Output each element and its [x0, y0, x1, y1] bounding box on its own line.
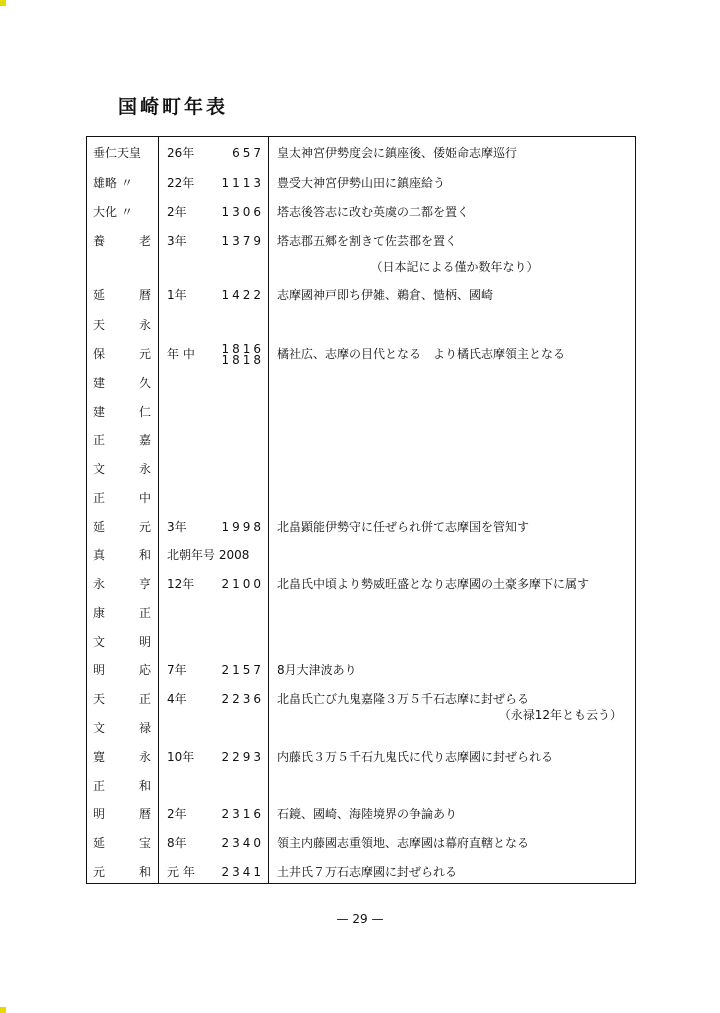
page-title: 国崎町年表 — [118, 96, 229, 118]
registration-mark — [0, 0, 6, 6]
era-year — [167, 313, 207, 337]
era-char: 明 — [93, 807, 106, 821]
event-text — [277, 457, 632, 481]
chronology-table — [86, 136, 636, 884]
era-year — [167, 400, 207, 424]
kouki-year: 1113 — [221, 176, 264, 190]
event-text — [277, 774, 632, 798]
era-name — [93, 428, 151, 452]
table-row — [87, 658, 635, 682]
event-text — [277, 371, 632, 395]
kouki-year — [209, 601, 264, 625]
era-name — [93, 515, 151, 539]
event-text — [277, 543, 632, 567]
era-name — [93, 313, 151, 337]
era-char: 正 — [139, 606, 152, 620]
kouki-year — [209, 774, 264, 798]
table-row — [87, 400, 635, 424]
era-char: 元 — [139, 520, 152, 534]
event-text: 石鏡、國崎、海陸境界の争論あり — [277, 807, 458, 821]
era-char: 延 — [93, 836, 106, 850]
table-row — [87, 486, 635, 510]
kouki-year — [209, 400, 264, 424]
kouki-year: 1306 — [221, 205, 264, 219]
kouki-year: 2100 — [221, 577, 264, 591]
table-row — [87, 860, 635, 884]
event-text — [277, 630, 632, 654]
era-char: 康 — [93, 606, 106, 620]
era-char: 和 — [139, 779, 152, 793]
kouki-year: 2157 — [221, 663, 264, 677]
kouki-year — [209, 313, 264, 337]
era-year: 22年 — [167, 176, 195, 190]
era-char: 建 — [93, 405, 106, 419]
event-text: 内藤氏３万５千石九鬼氏に代り志摩國に封ぜられる — [277, 750, 554, 764]
table-row — [87, 141, 635, 165]
kouki-year — [209, 371, 264, 395]
event-text: 皇太神宮伊勢度会に鎮座後、倭姫命志摩巡行 — [277, 146, 518, 160]
kouki-line: 1818 — [221, 353, 264, 367]
era-year: 3年 — [167, 520, 187, 534]
table-row — [87, 283, 635, 307]
era-name: 大化 〃 — [93, 205, 133, 219]
era-year: 北朝年号 2008 — [167, 548, 250, 562]
kouki-year — [209, 428, 264, 452]
era-year: 年 中 — [167, 347, 195, 361]
era-char: 和 — [139, 548, 152, 562]
kouki-year — [209, 344, 264, 368]
era-name — [93, 658, 151, 682]
era-char: 久 — [139, 376, 152, 390]
era-year — [167, 457, 207, 481]
era-char: 正 — [93, 433, 106, 447]
kouki-year — [209, 543, 264, 567]
era-year — [167, 371, 207, 395]
era-char: 明 — [139, 635, 152, 649]
table-row — [87, 171, 635, 195]
era-year: 7年 — [167, 663, 187, 677]
table-row — [87, 630, 635, 654]
era-name — [93, 630, 151, 654]
event-note: （永禄12年とも云う） — [498, 708, 622, 722]
era-char: 暦 — [139, 807, 152, 821]
kouki-year: 2341 — [221, 865, 264, 879]
era-char: 永 — [93, 577, 106, 591]
era-char: 天 — [93, 318, 106, 332]
table-row — [87, 802, 635, 826]
era-name — [93, 831, 151, 855]
kouki-year: 2236 — [221, 692, 264, 706]
era-name — [93, 860, 151, 884]
event-text: 北畠氏中頃より勢威旺盛となり志摩國の土豪多摩下に属す — [277, 577, 590, 591]
era-char: 保 — [93, 347, 106, 361]
event-text: 8月大津波あり — [277, 663, 357, 677]
event-text — [277, 400, 632, 424]
era-name — [93, 774, 151, 798]
era-char: 正 — [93, 779, 106, 793]
table-row — [87, 601, 635, 625]
era-char: 真 — [93, 548, 106, 562]
table-row — [87, 457, 635, 481]
era-name — [93, 543, 151, 567]
event-text: 北畠氏亡び九鬼嘉隆３万５千石志摩に封ぜらる — [277, 692, 530, 706]
era-name: 雄略 〃 — [93, 176, 133, 190]
kouki-year — [209, 457, 264, 481]
era-char: 文 — [93, 462, 106, 476]
era-char: 禄 — [139, 721, 152, 735]
era-year — [167, 601, 207, 625]
era-name — [93, 255, 151, 279]
event-note: （日本記による僅か数年なり） — [370, 260, 539, 274]
event-text: 領主内藤國志重領地、志摩國は幕府直轄となる — [277, 836, 530, 850]
era-char: 嘉 — [139, 433, 152, 447]
era-year: 26年 — [167, 146, 195, 160]
era-name — [93, 371, 151, 395]
kouki-year: 1422 — [221, 288, 264, 302]
era-char: 暦 — [139, 288, 152, 302]
registration-mark — [0, 1007, 6, 1013]
era-year: 元 年 — [167, 865, 195, 879]
era-year: 2年 — [167, 807, 187, 821]
era-name — [93, 745, 151, 769]
era-char: 明 — [93, 663, 106, 677]
table-row — [87, 716, 635, 740]
event-text: 塔志郡五郷を割きて佐芸郡を置く — [277, 234, 458, 248]
era-year: 8年 — [167, 836, 187, 850]
kouki-year: 657 — [232, 146, 264, 160]
era-char: 寛 — [93, 750, 106, 764]
era-year — [167, 774, 207, 798]
era-year — [167, 630, 207, 654]
era-year: 4年 — [167, 692, 187, 706]
era-name — [93, 283, 151, 307]
era-year: 10年 — [167, 750, 195, 764]
era-char: 永 — [139, 750, 152, 764]
kouki-year: 2293 — [221, 750, 264, 764]
era-char: 元 — [139, 347, 152, 361]
kouki-year — [209, 630, 264, 654]
kouki-year: 1379 — [221, 234, 264, 248]
era-year — [167, 255, 207, 279]
era-year — [167, 428, 207, 452]
era-char: 延 — [93, 288, 106, 302]
table-row — [87, 229, 635, 253]
era-name — [93, 229, 151, 253]
table-row — [87, 774, 635, 798]
era-char: 養 — [93, 234, 106, 248]
kouki-year — [209, 716, 264, 740]
era-char: 建 — [93, 376, 106, 390]
era-char: 和 — [139, 865, 152, 879]
era-name — [93, 572, 151, 596]
event-text: 橘社広、志摩の目代となる より橘氏志摩領主となる — [277, 347, 566, 361]
table-row — [87, 342, 635, 366]
table-row — [87, 543, 635, 567]
era-char: 永 — [139, 462, 152, 476]
table-row — [87, 572, 635, 596]
table-row — [87, 428, 635, 452]
era-char: 正 — [139, 692, 152, 706]
era-year — [167, 486, 207, 510]
table-row — [87, 687, 635, 722]
era-year: 12年 — [167, 577, 195, 591]
era-char: 宝 — [139, 836, 152, 850]
table-row — [87, 831, 635, 855]
era-char: 応 — [139, 663, 152, 677]
event-text: 志摩國神戸即ち伊雑、鵜倉、慥柄、國崎 — [277, 288, 494, 302]
era-year: 2年 — [167, 205, 187, 219]
era-char: 文 — [93, 721, 106, 735]
kouki-year — [209, 255, 264, 279]
table-row — [87, 371, 635, 395]
table-row — [87, 313, 635, 337]
event-text: 豊受大神宮伊勢山田に鎮座給う — [277, 176, 446, 190]
era-char: 正 — [93, 491, 106, 505]
kouki-year: 2316 — [221, 807, 264, 821]
era-char: 永 — [139, 318, 152, 332]
event-text — [277, 601, 632, 625]
event-text — [277, 313, 632, 337]
era-char: 仁 — [139, 405, 152, 419]
era-name — [93, 687, 151, 711]
event-text — [277, 716, 632, 740]
era-char: 元 — [93, 865, 106, 879]
era-name: 垂仁天皇 — [93, 146, 142, 160]
era-year: 3年 — [167, 234, 187, 248]
table-row — [87, 200, 635, 224]
era-name — [93, 342, 151, 366]
era-name — [93, 457, 151, 481]
event-text: 北畠顕能伊勢守に任ぜられ併て志摩国を管知す — [277, 520, 530, 534]
event-text: 塔志後答志に改む英虞の二都を置く — [277, 205, 470, 219]
page-number: — 29 — — [336, 912, 384, 926]
kouki-line: 1816 — [221, 342, 264, 356]
era-year — [167, 716, 207, 740]
kouki-year: 2340 — [221, 836, 264, 850]
era-name — [93, 400, 151, 424]
era-year: 1年 — [167, 288, 187, 302]
era-name — [93, 716, 151, 740]
era-name — [93, 486, 151, 510]
era-name — [93, 601, 151, 625]
era-char: 天 — [93, 692, 106, 706]
kouki-year — [209, 486, 264, 510]
era-name — [93, 802, 151, 826]
era-char: 延 — [93, 520, 106, 534]
event-text — [277, 486, 632, 510]
era-char: 中 — [139, 491, 152, 505]
era-char: 亨 — [139, 577, 152, 591]
table-row — [87, 515, 635, 539]
kouki-year: 1998 — [221, 520, 264, 534]
table-row — [87, 745, 635, 769]
era-char: 老 — [139, 234, 152, 248]
table-row — [87, 255, 635, 279]
era-char: 文 — [93, 635, 106, 649]
event-text — [277, 428, 632, 452]
event-text: 土井氏７万石志摩國に封ぜられる — [277, 865, 458, 879]
